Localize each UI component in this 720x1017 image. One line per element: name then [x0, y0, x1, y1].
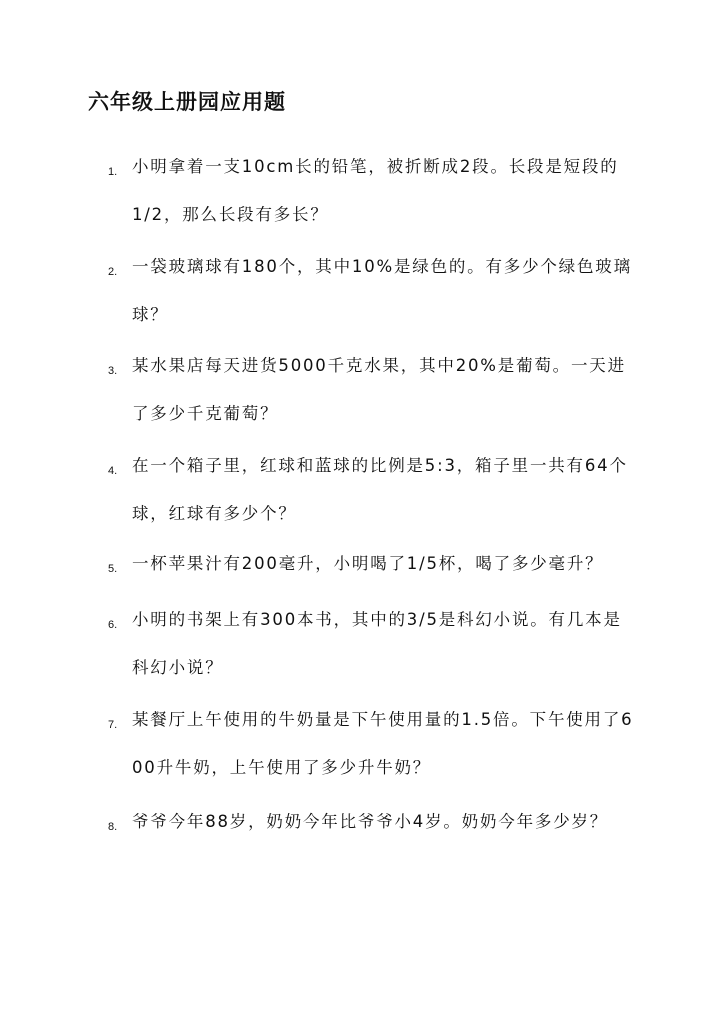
question-number: 5. — [108, 563, 118, 575]
question-text: 一杯苹果汁有200毫升，小明喝了1/5杯，喝了多少毫升？ — [132, 554, 604, 573]
question-text: 某水果店每天进货5000千克水果，其中20%是葡萄。一天进了多少千克葡萄？ — [132, 356, 626, 423]
question-text: 一袋玻璃球有180个，其中10%是绿色的。有多少个绿色玻璃球？ — [132, 257, 632, 324]
question-number: 7. — [108, 719, 118, 731]
question-number: 6. — [108, 619, 118, 631]
question-number: 8. — [108, 821, 118, 833]
document-title: 六年级上册园应用题 — [88, 89, 286, 114]
question-text: 某餐厅上午使用的牛奶量是下午使用量的1.5倍。下午使用了600升牛奶，上午使用了多少升牛奶？ — [132, 710, 634, 777]
question-text: 小明的书架上有300本书，其中的3/5是科幻小说。有几本是科幻小说？ — [132, 610, 622, 677]
question-number: 4. — [108, 465, 118, 477]
question-number: 1. — [108, 166, 118, 178]
question-text: 在一个箱子里，红球和蓝球的比例是5:3，箱子里一共有64个球，红球有多少个？ — [132, 456, 628, 523]
question-text: 小明拿着一支10cm长的铅笔，被折断成2段。长段是短段的1/2，那么长段有多长？ — [132, 157, 619, 224]
question-number: 2. — [108, 266, 118, 278]
question-number: 3. — [108, 365, 118, 377]
question-text: 爷爷今年88岁，奶奶今年比爷爷小4岁。奶奶今年多少岁？ — [132, 812, 609, 831]
